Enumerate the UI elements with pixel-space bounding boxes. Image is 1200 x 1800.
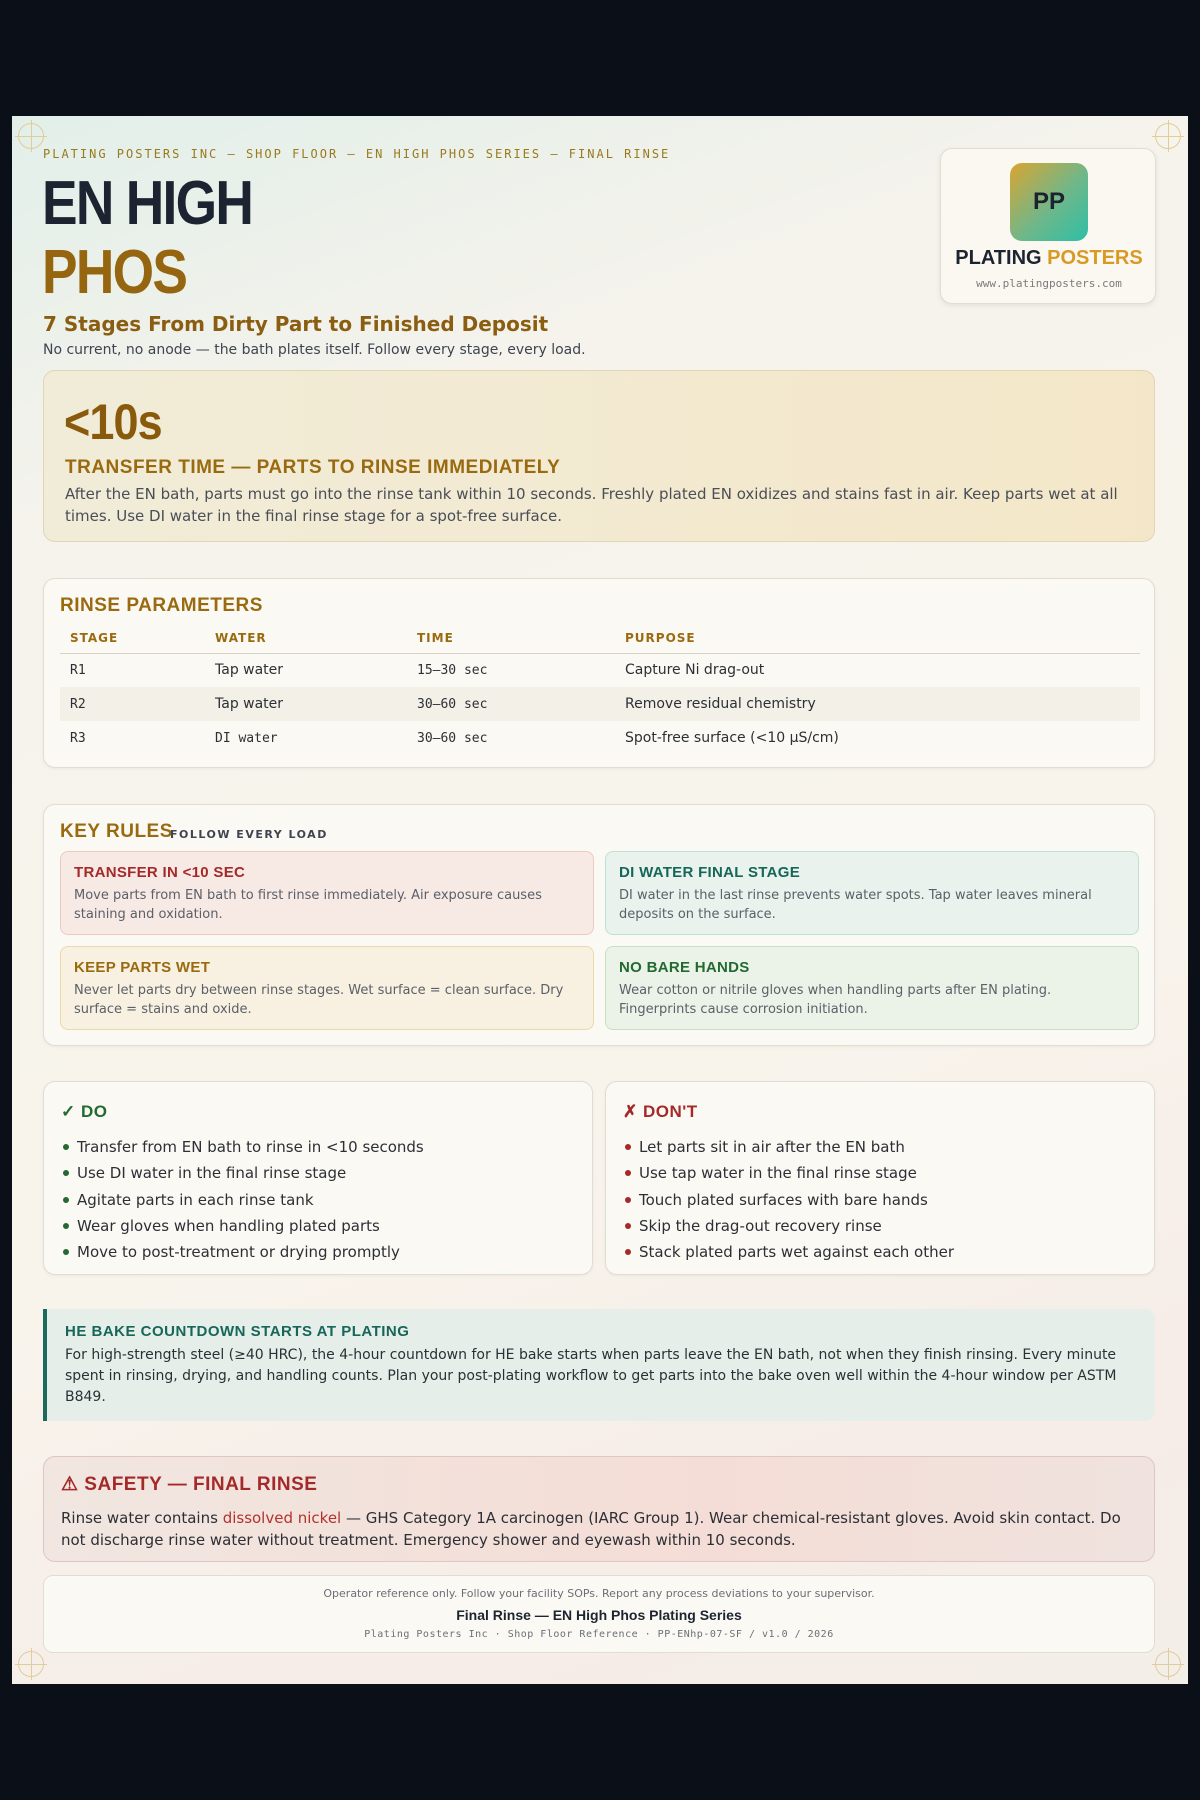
rule-body: Move parts from EN bath to first rinse immediately. Air exposure causes staining and oxidation. [74, 888, 542, 922]
rule-transfer [60, 851, 594, 935]
he-bake-callout [43, 1309, 1155, 1421]
rinse-parameters-card [43, 578, 1155, 768]
rule-heading: TRANSFER IN <10 SEC [74, 864, 246, 881]
logo-name-part1: PLATING [955, 247, 1042, 269]
table-cell: Tap water [215, 662, 284, 679]
list-item: Wear gloves when handling plated parts [61, 1215, 424, 1241]
safety-highlight: dissolved nickel [222, 1509, 342, 1527]
key-rules-subtitle: FOLLOW EVERY LOAD [170, 828, 328, 841]
rule-body: Wear cotton or nitrile gloves when handling parts after EN plating. Fingerprints cause corrosion initiation. [619, 983, 1052, 1017]
he-bake-heading: HE BAKE COUNTDOWN STARTS AT PLATING [65, 1323, 410, 1340]
do-list [61, 1136, 424, 1267]
rule-heading: DI WATER FINAL STAGE [619, 864, 800, 881]
crosshair-bottom-right-icon [1155, 1651, 1181, 1677]
safety-body-pre: Rinse water contains [61, 1509, 223, 1527]
column-header: STAGE [60, 629, 205, 653]
list-item: Agitate parts in each rinse tank [61, 1189, 424, 1215]
table-cell: DI water [215, 730, 278, 746]
do-heading: ✓ DO [61, 1102, 108, 1121]
list-item: Use tap water in the final rinse stage [623, 1162, 954, 1188]
table-cell: R1 [70, 662, 86, 678]
do-card [43, 1081, 593, 1275]
kicker: PLATING POSTERS INC — SHOP FLOOR — EN HIGH PHOS SERIES — FINAL RINSE [43, 147, 671, 161]
table-cell: 15–30 sec [417, 662, 488, 678]
page-title-line-1: EN HIGH [42, 169, 253, 238]
logo-name-part2: POSTERS [1047, 247, 1143, 269]
list-item: Let parts sit in air after the EN bath [623, 1136, 954, 1162]
list-item: Transfer from EN bath to rinse in <10 seconds [61, 1136, 424, 1162]
footer [43, 1575, 1155, 1653]
transfer-time-value: <10s [64, 394, 162, 450]
transfer-time-heading: TRANSFER TIME — PARTS TO RINSE IMMEDIATELY [65, 457, 561, 478]
list-item: Skip the drag-out recovery rinse [623, 1215, 954, 1241]
key-rules-card [43, 804, 1155, 1046]
transfer-time-body: After the EN bath, parts must go into the rinse tank within 10 seconds. Freshly plated EN oxidizes and stains fast in air. Keep parts wet at all times. Use DI water in the final rinse stage for a spot-free surface. [65, 485, 1118, 525]
list-item: Use DI water in the final rinse stage [61, 1162, 424, 1188]
dont-list [623, 1136, 954, 1267]
transfer-time-callout [43, 370, 1155, 542]
rule-body: DI water in the last rinse prevents water spots. Tap water leaves mineral deposits on the surface. [619, 888, 1092, 922]
table-row [60, 653, 1140, 687]
rule-keep-wet [60, 946, 594, 1030]
crosshair-bottom-left-icon [18, 1651, 44, 1677]
rule-heading: KEEP PARTS WET [74, 959, 211, 976]
footer-title: Final Rinse — EN High Phos Plating Series [456, 1607, 742, 1623]
column-header: TIME [407, 629, 615, 653]
table-cell: Spot-free surface (<10 µS/cm) [625, 730, 839, 746]
list-item: Touch plated surfaces with bare hands [623, 1189, 954, 1215]
rule-di-water [605, 851, 1139, 935]
key-rules-title: KEY RULES [60, 821, 173, 842]
table-cell: 30–60 sec [407, 687, 615, 721]
table-cell: Tap water [205, 687, 407, 721]
rule-no-bare-hands [605, 946, 1139, 1030]
footer-note: Operator reference only. Follow your facility SOPs. Report any process deviations to your supervisor. [323, 1587, 875, 1600]
crosshair-top-right-icon [1155, 123, 1181, 149]
rule-body: Never let parts dry between rinse stages. Wet surface = clean surface. Dry surface = stains and oxide. [74, 983, 564, 1017]
table-cell: 30–60 sec [417, 730, 488, 746]
dont-card [605, 1081, 1155, 1275]
rinse-parameters-title: RINSE PARAMETERS [60, 595, 263, 616]
safety-heading: ⚠ SAFETY — FINAL RINSE [61, 1474, 318, 1495]
poster [12, 116, 1188, 1684]
table-cell: R3 [70, 730, 86, 746]
table-row [60, 687, 1140, 721]
he-bake-body: For high-strength steel (≥40 HRC), the 4-hour countdown for HE bake starts when parts leave the EN bath, not when they finish rinsing. Every minute spent in rinsing, drying, and handling counts. Plan your post-plating workflow to get parts into the bake oven well within the 4-hour window per ASTM B849. [65, 1347, 1117, 1405]
list-item: Move to post-treatment or drying promptly [61, 1241, 424, 1267]
safety-callout [43, 1456, 1155, 1562]
table-header-row [60, 629, 1140, 653]
page-title-line-2: PHOS [42, 238, 187, 307]
table-cell: Remove residual chemistry [615, 687, 1140, 721]
crosshair-top-left-icon [18, 123, 44, 149]
safety-body-post: — GHS Category 1A carcinogen (IARC Group 1). Wear chemical-resistant gloves. Avoid skin contact. Do not discharge rinse water without treatment. Emergency shower and eyewash within 10 seconds. [61, 1509, 1121, 1549]
table-cell: R2 [60, 687, 205, 721]
list-item: Stack plated parts wet against each other [623, 1241, 954, 1267]
page-subtitle: 7 Stages From Dirty Part to Finished Deposit [43, 312, 549, 336]
table-row [60, 721, 1140, 755]
footer-meta: Plating Posters Inc · Shop Floor Reference · PP-ENhp-07-SF / v1.0 / 2026 [364, 1629, 834, 1640]
safety-body [61, 1507, 1141, 1551]
logo-url: www.platingposters.com [976, 277, 1122, 290]
rinse-parameters-table [60, 629, 1140, 755]
logo-mark-icon: PP [1010, 163, 1088, 241]
logo-name [941, 247, 1157, 270]
dont-heading: ✗ DON'T [623, 1102, 698, 1121]
tagline: No current, no anode — the bath plates itself. Follow every stage, every load. [43, 342, 586, 358]
table-cell: Capture Ni drag-out [625, 662, 765, 679]
column-header: WATER [205, 629, 407, 653]
column-header: PURPOSE [615, 629, 1140, 653]
logo-card [940, 148, 1156, 304]
rule-heading: NO BARE HANDS [619, 959, 750, 976]
